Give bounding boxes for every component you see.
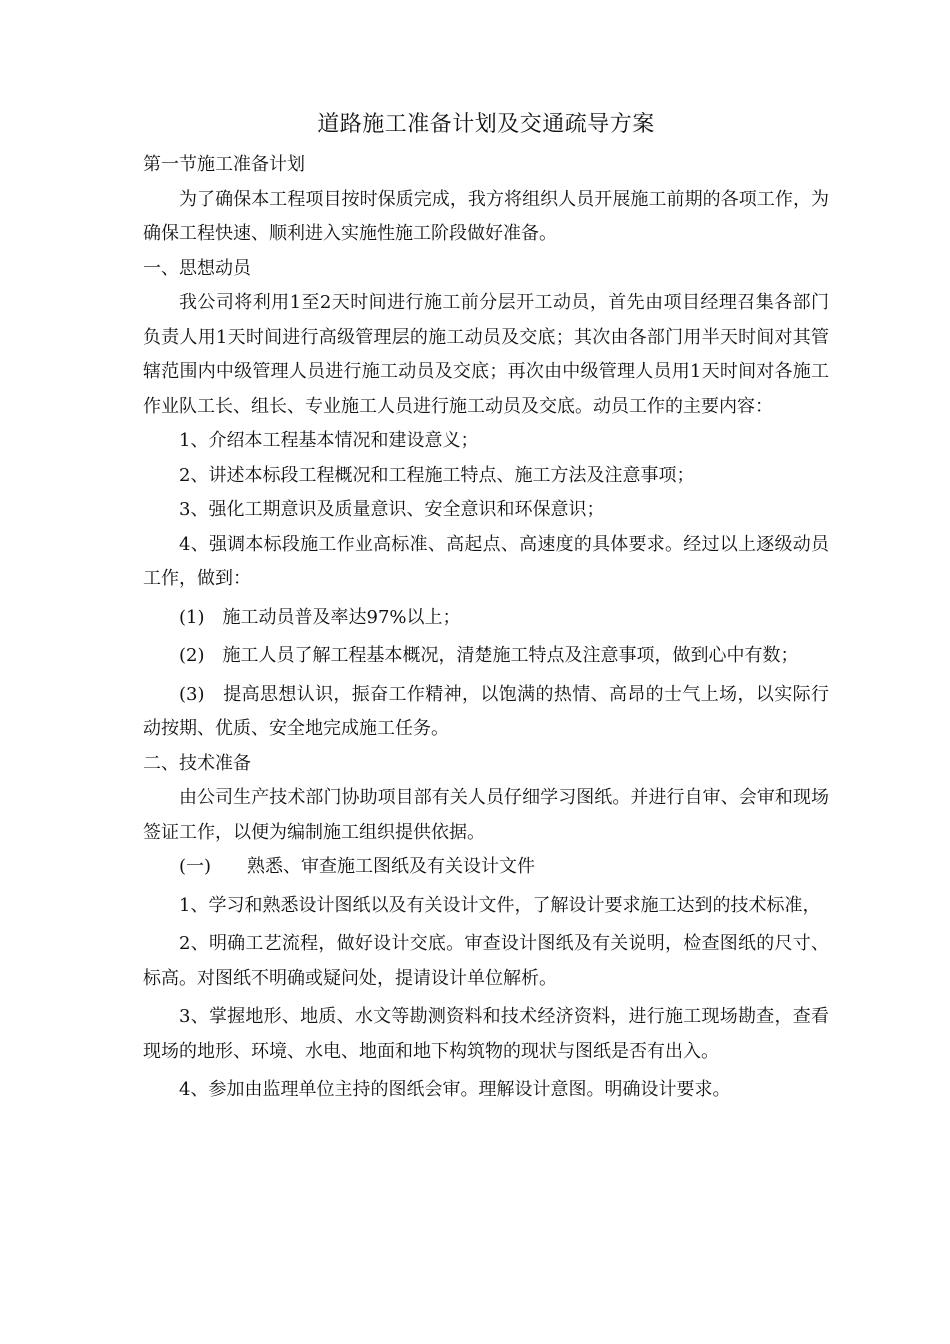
body-paragraph: 3、强化工期意识及质量意识、安全意识和环保意识； bbox=[179, 499, 605, 520]
body-paragraph: (一) 熟悉、审查施工图纸及有关设计文件 bbox=[179, 856, 536, 877]
body-paragraph: 3、掌握地形、地质、水文等勘测资料和技术经济资料，进行施工现场勘查，查看现场的地形、环境、水电、地面和地下构筑物的现状与图纸是否有出入。 bbox=[143, 1006, 829, 1062]
body-paragraph: (1) 施工动员普及率达97%以上； bbox=[179, 606, 461, 628]
body-paragraph: 4、参加由监理单位主持的图纸会审。理解设计意图。明确设计要求。 bbox=[179, 1079, 731, 1100]
document-title: 道路施工准备计划及交通疏导方案 bbox=[317, 112, 655, 137]
section-heading: 二、技术准备 bbox=[143, 752, 251, 774]
body-paragraph: 由公司生产技术部门协助项目部有关人员仔细学习图纸。并进行自审、会审和现场签证工作，以便为编制施工组织提供依据。 bbox=[143, 787, 829, 843]
body-paragraph: 为了确保本工程项目按时保质完成，我方将组织人员开展施工前期的各项工作，为确保工程快速、顺利进入实施性施工阶段做好准备。 bbox=[143, 188, 829, 244]
body-paragraph: 我公司将利用1至2天时间进行施工前分层开工动员，首先由项目经理召集各部门负责人用1天时间进行高级管理层的施工动员及交底；其次由各部门用半天时间对其管辖范围内中级管理人员进行施工动员及交底；再次由中级管理人员用1天时间对各施工作业队工长、组长、专业施工人员进行施工动员及交底。动员工作的主要内容： bbox=[143, 292, 829, 417]
body-paragraph: 2、讲述本标段工程概况和工程施工特点、施工方法及注意事项； bbox=[179, 464, 695, 486]
section-heading: 第一节施工准备计划 bbox=[143, 154, 305, 175]
paragraph-list bbox=[143, 148, 829, 1108]
body-paragraph: (3) 提高思想认识，振奋工作精神，以饱满的热情、高昂的士气上场，以实际行动按期、优质、安全地完成施工任务。 bbox=[143, 683, 829, 739]
section-heading: 一、思想动员 bbox=[143, 257, 251, 279]
body-paragraph: 2、明确工艺流程，做好设计交底。审查设计图纸及有关说明，检查图纸的尺寸、标高。对图纸不明确或疑问处，提请设计单位解析。 bbox=[143, 933, 829, 989]
body-paragraph: 1、介绍本工程基本情况和建设意义； bbox=[179, 430, 479, 451]
body-paragraph: (2) 施工人员了解工程基本概况，清楚施工特点及注意事项，做到心中有数； bbox=[179, 645, 799, 666]
body-paragraph: 1、学习和熟悉设计图纸以及有关设计文件，了解设计要求施工达到的技术标准， bbox=[179, 894, 821, 916]
body-paragraph: 4、强调本标段施工作业高标准、高起点、高速度的具体要求。经过以上逐级动员工作，做到： bbox=[143, 533, 829, 589]
document-body bbox=[143, 108, 829, 1108]
